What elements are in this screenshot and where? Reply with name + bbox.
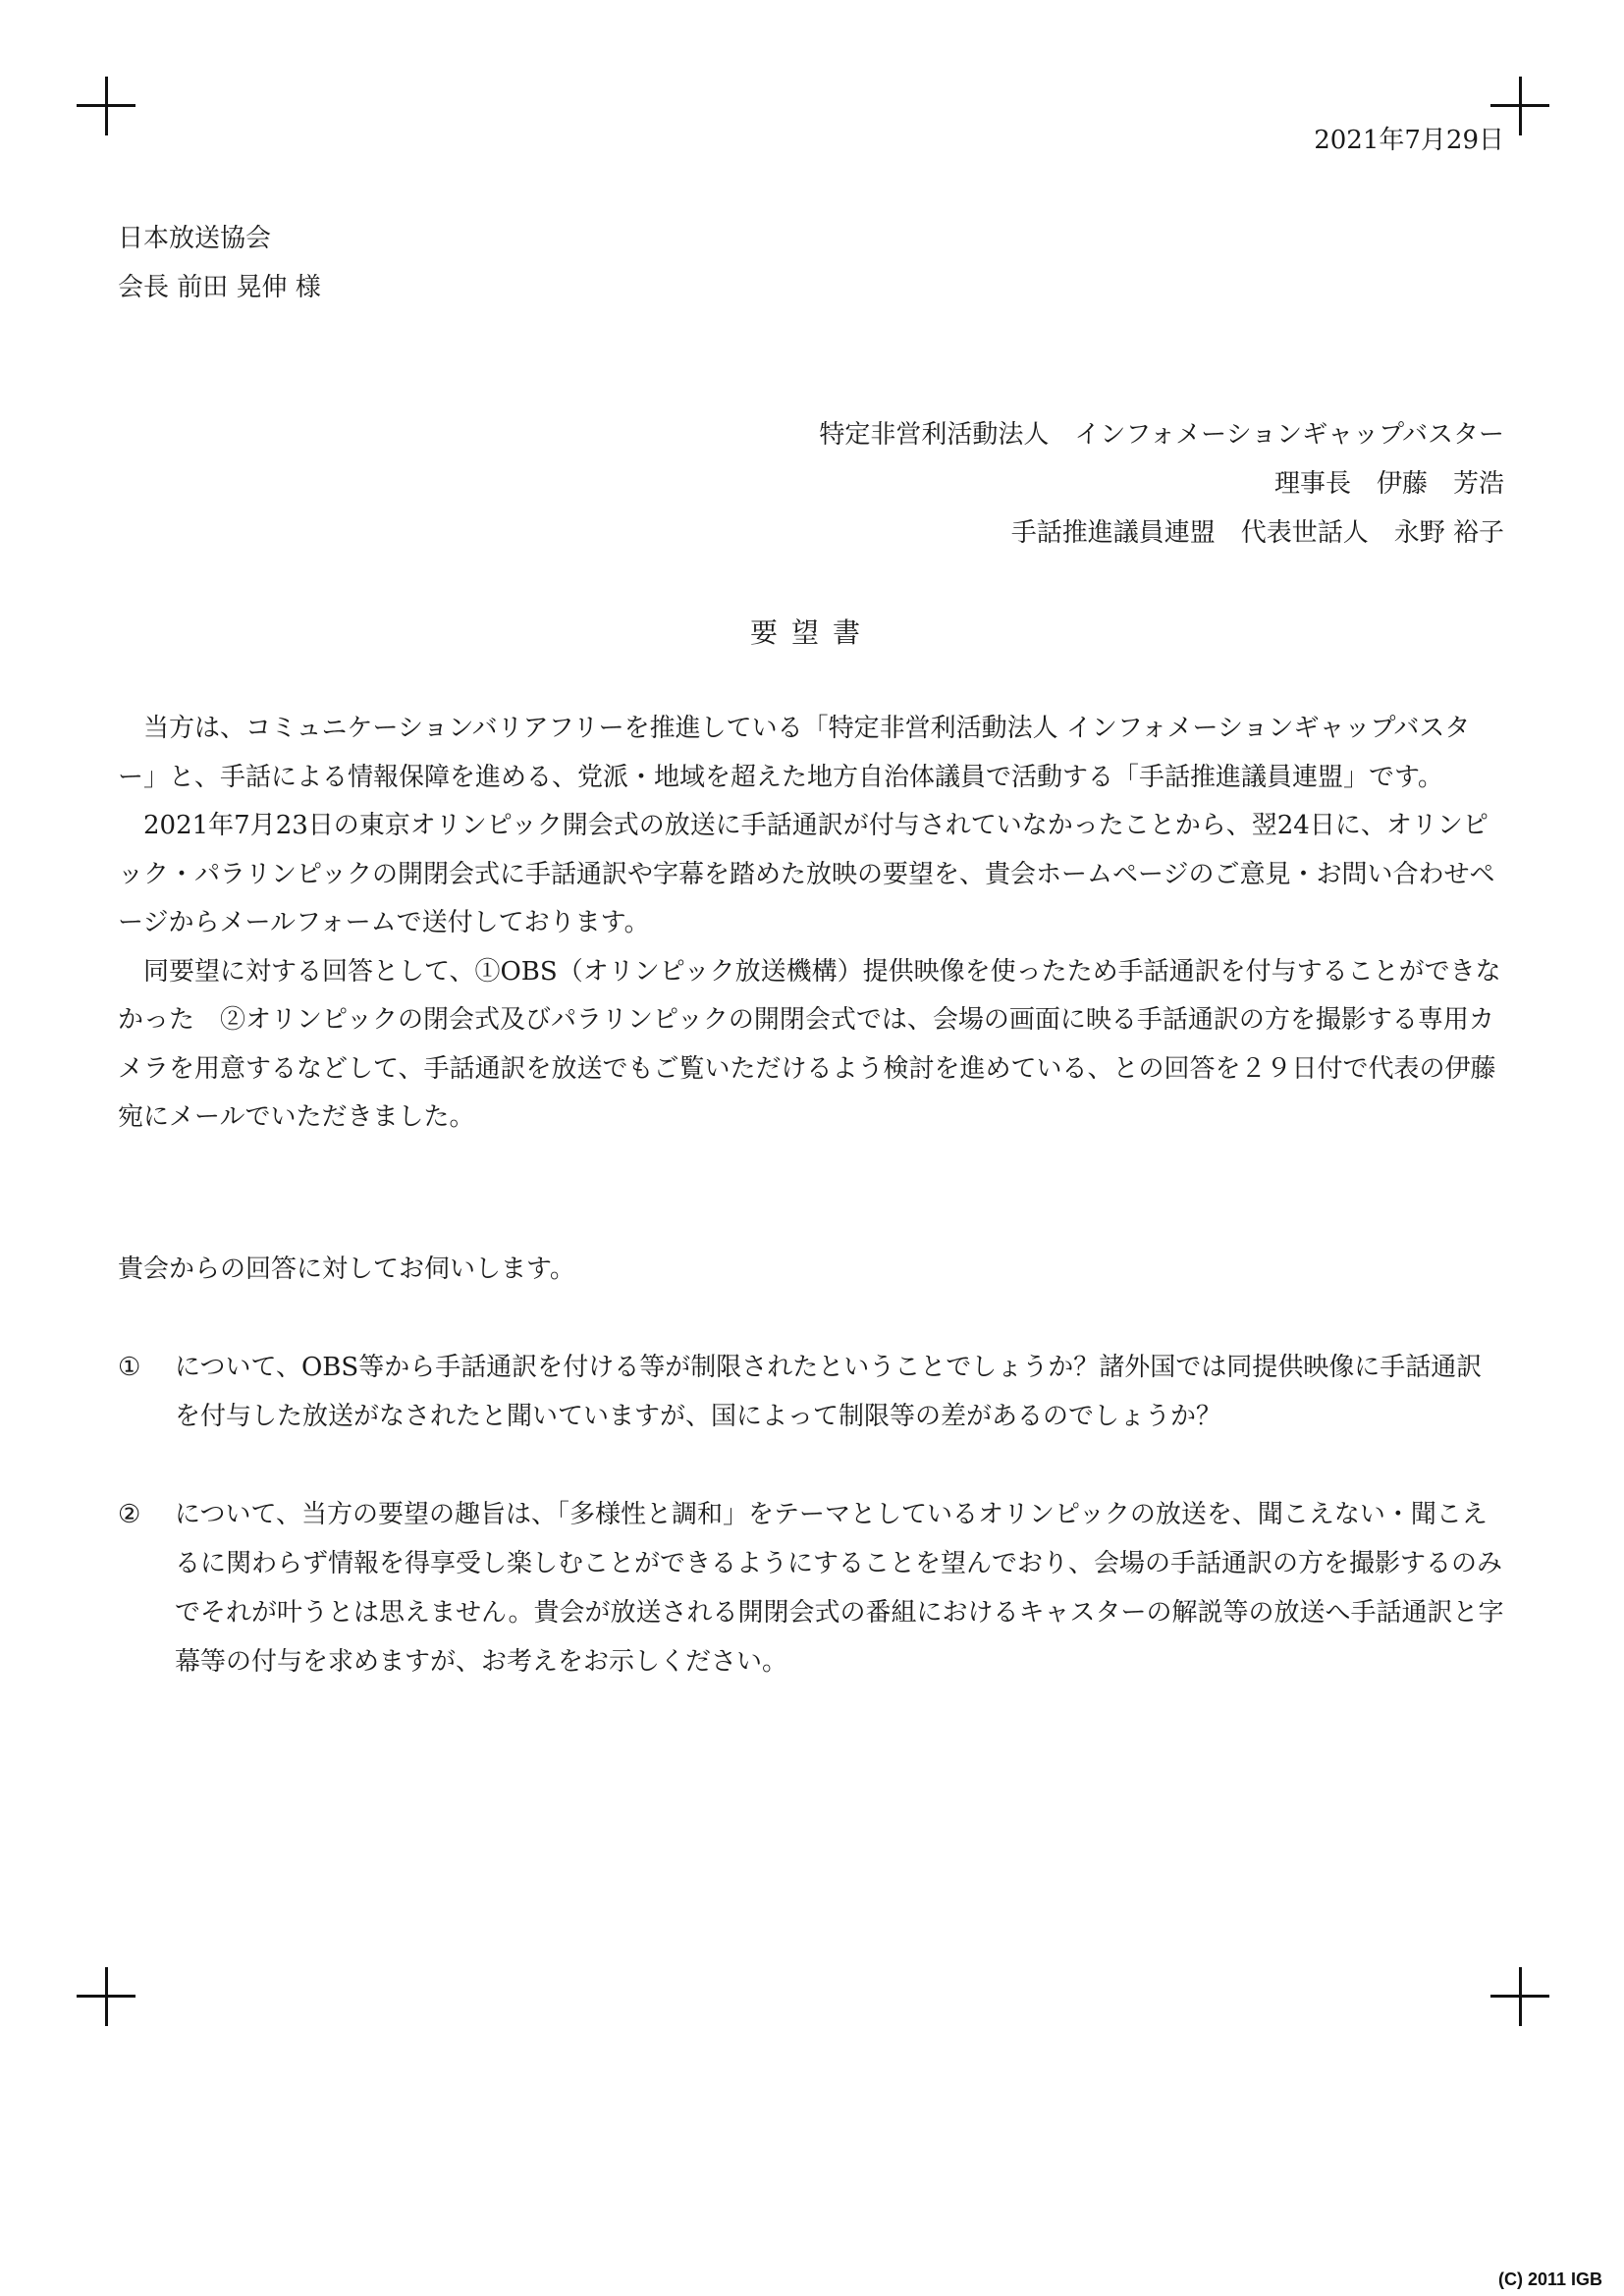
copyright-footer: (C) 2011 IGB <box>1497 2269 1602 2289</box>
question-item-2 <box>118 1490 1506 1686</box>
sender-block <box>819 410 1504 558</box>
body-paragraph-1: 当方は、コミュニケーションバリアフリーを推進している「特定非営利活動法人 インフォメーションギャップバスター」と、手話による情報保障を進める、党派・地域を超えた地方自治体議員で活動する「手話推進議員連盟」です。 <box>118 714 1471 792</box>
sender-representative: 理事長 伊藤 芳浩 <box>1273 469 1504 499</box>
crop-mark-bottom-right <box>1490 1967 1549 2026</box>
crop-mark-bottom-left <box>77 1967 135 2026</box>
letter-body <box>118 705 1506 1143</box>
question-intro: 貴会からの回答に対してお伺いします。 <box>118 1255 575 1284</box>
body-paragraph-2: 2021年7月23日の東京オリンピック開会式の放送に手話通訳が付与されていなかったことから、翌24日に、オリンピック・パラリンピックの開閉会式に手話通訳や字幕を踏めた放映の要望を、貴会ホームページのご意見・お問い合わせページからメールフォームで送付しております。 <box>118 811 1495 937</box>
question-number-2: ② <box>118 1500 141 1529</box>
question-number-1: ① <box>118 1353 141 1382</box>
sender-league: 手話推進議員連盟 代表世話人 永野 裕子 <box>1010 518 1504 548</box>
question-text-1: について、OBS等から手話通訳を付ける等が制限されたということでしょうか？諸外国では同提供映像に手話通訳を付与した放送がなされたと聞いていますが、国によって制限等の差があるのでしょうか？ <box>175 1353 1483 1431</box>
sender-organization: 特定非営利活動法人 インフォメーションギャップバスター <box>819 420 1504 450</box>
addressee-recipient: 会長 前田 晃伸 様 <box>118 273 321 302</box>
question-text-2: について、当方の要望の趣旨は、「多様性と調和」をテーマとしているオリンピックの放送を、聞こえない・聞こえるに関わらず情報を得享受し楽しむことができるようにすることを望んでおり、会場の手話通訳の方を撮影するのみでそれが叶うとは思えません。貴会が放送される開閉会式の番組におけるキャスターの解説等の放送へ手話通訳と字幕等の付与を求めますが、お考えをお示しください。 <box>175 1500 1504 1677</box>
document-title: 要望書 <box>749 616 874 649</box>
body-paragraph-3: 同要望に対する回答として、①OBS（オリンピック放送機構）提供映像を使ったため手話通訳を付与することができなかった ②オリンピックの閉会式及びパラリンピックの開閉会式では、会場の画面に映る手話通訳の方を撮影する専用カメラを用意するなどして、手話通訳を放送でもご覧いただけるよう検討を進めている、との回答を２９日付で代表の伊藤宛にメールでいただきました。 <box>118 956 1501 1132</box>
crop-mark-top-left <box>77 77 135 135</box>
addressee-block <box>118 214 321 312</box>
question-item-1 <box>118 1343 1506 1441</box>
addressee-organization: 日本放送協会 <box>118 224 272 253</box>
letter-date: 2021年7月29日 <box>1314 126 1504 155</box>
